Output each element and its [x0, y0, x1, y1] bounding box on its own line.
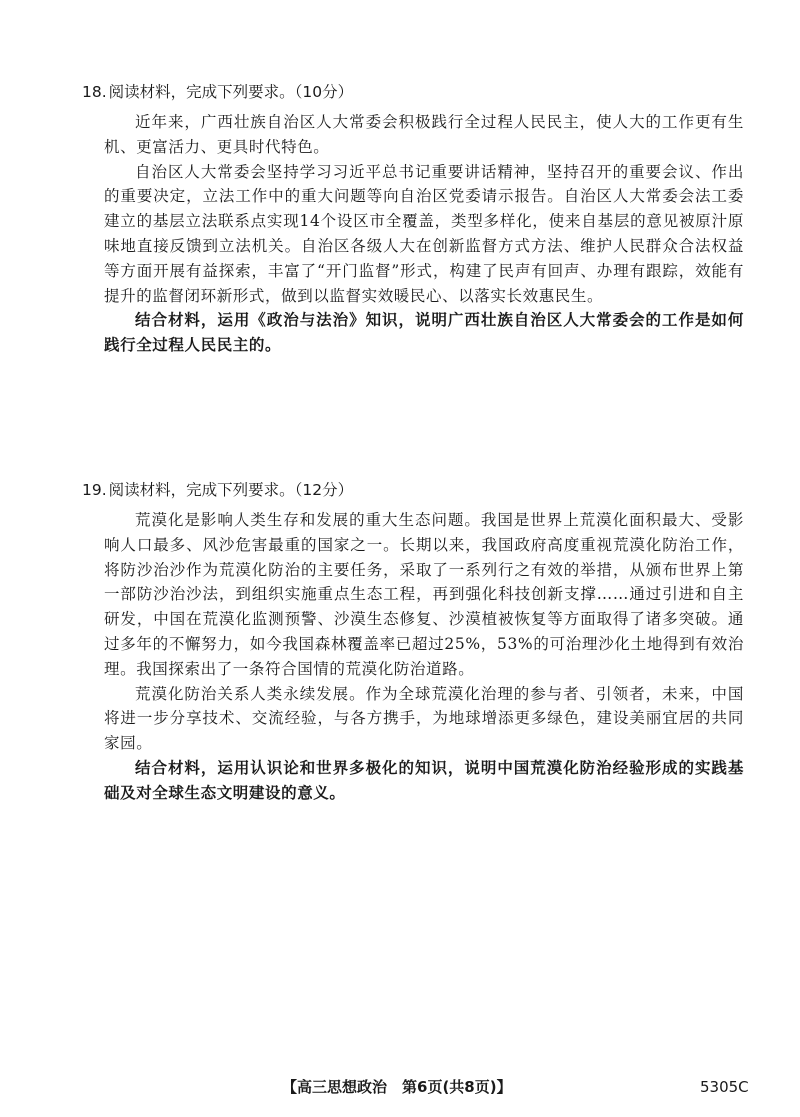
question-18-number: 18.: [82, 83, 107, 101]
question-19: [82, 478, 744, 806]
question-19-material-body: 荒漠化是影响人类生存和发展的重大生态问题。我国是世界上荒漠化面积最大、受影响人口最多、风沙危害最重的国家之一。长期以来，我国政府高度重视荒漠化防治工作，将防沙治沙作为荒漠化防治的主要任务，采取了一系列行之有效的举措，从颁布世界上第一部防沙治沙法，到组织实施重点生态工程，再到强化科技创新支撑……通过引进和自主研发，中国在荒漠化监测预警、沙漠生态修复、沙漠植被恢复等方面取得了诸多突破。通过多年的不懈努力，如今我国森林覆盖率已超过25%，53%的可治理沙化土地得到有效治理。我国探索出了一条符合国情的荒漠化防治道路。: [104, 511, 744, 678]
question-18: [82, 80, 744, 358]
question-19-task: 结合材料，运用认识论和世界多极化的知识，说明中国荒漠化防治经验形成的实践基础及对全球生态文明建设的意义。: [104, 758, 744, 802]
question-18-title: [82, 80, 744, 104]
question-19-material-outlook: 荒漠化防治关系人类永续发展。作为全球荒漠化治理的参与者、引领者，未来，中国将进一步分享技术、交流经验，与各方携手，为地球增添更多绿色，建设美丽宜居的共同家园。: [104, 684, 744, 753]
footer-page-label: 【高三思想政治 第6页(共8页)】: [282, 1078, 512, 1096]
question-18-instruction: 阅读材料，完成下列要求。（10分）: [108, 83, 354, 101]
question-19-title: [82, 478, 744, 502]
question-18-material-intro: 近年来，广西壮族自治区人大常委会积极践行全过程人民民主，使人大的工作更有生机、更富活力、更具时代特色。: [104, 113, 744, 156]
question-18-material-body: 自治区人大常委会坚持学习习近平总书记重要讲话精神，坚持召开的重要会议、作出的重要决定，立法工作中的重大问题等向自治区党委请示报告。自治区人大常委会法工委建立的基层立法联系点实现14个设区市全覆盖，类型多样化，使来自基层的意见被原汁原味地直接反馈到立法机关。自治区各级人大在创新监督方式方法、维护人民群众合法权益等方面开展有益探索，丰富了“开门监督”形式，构建了民声有回声、办理有跟踪，效能有提升的监督闭环新形式，做到以监督实效暖民心、以落实长效惠民生。: [104, 162, 744, 305]
footer-exam-code: 5305C: [700, 1078, 749, 1096]
question-19-instruction: 阅读材料，完成下列要求。（12分）: [108, 481, 354, 499]
question-18-task: 结合材料，运用《政治与法治》知识，说明广西壮族自治区人大常委会的工作是如何践行全过程人民民主的。: [104, 311, 744, 355]
question-19-number: 19.: [82, 481, 107, 499]
